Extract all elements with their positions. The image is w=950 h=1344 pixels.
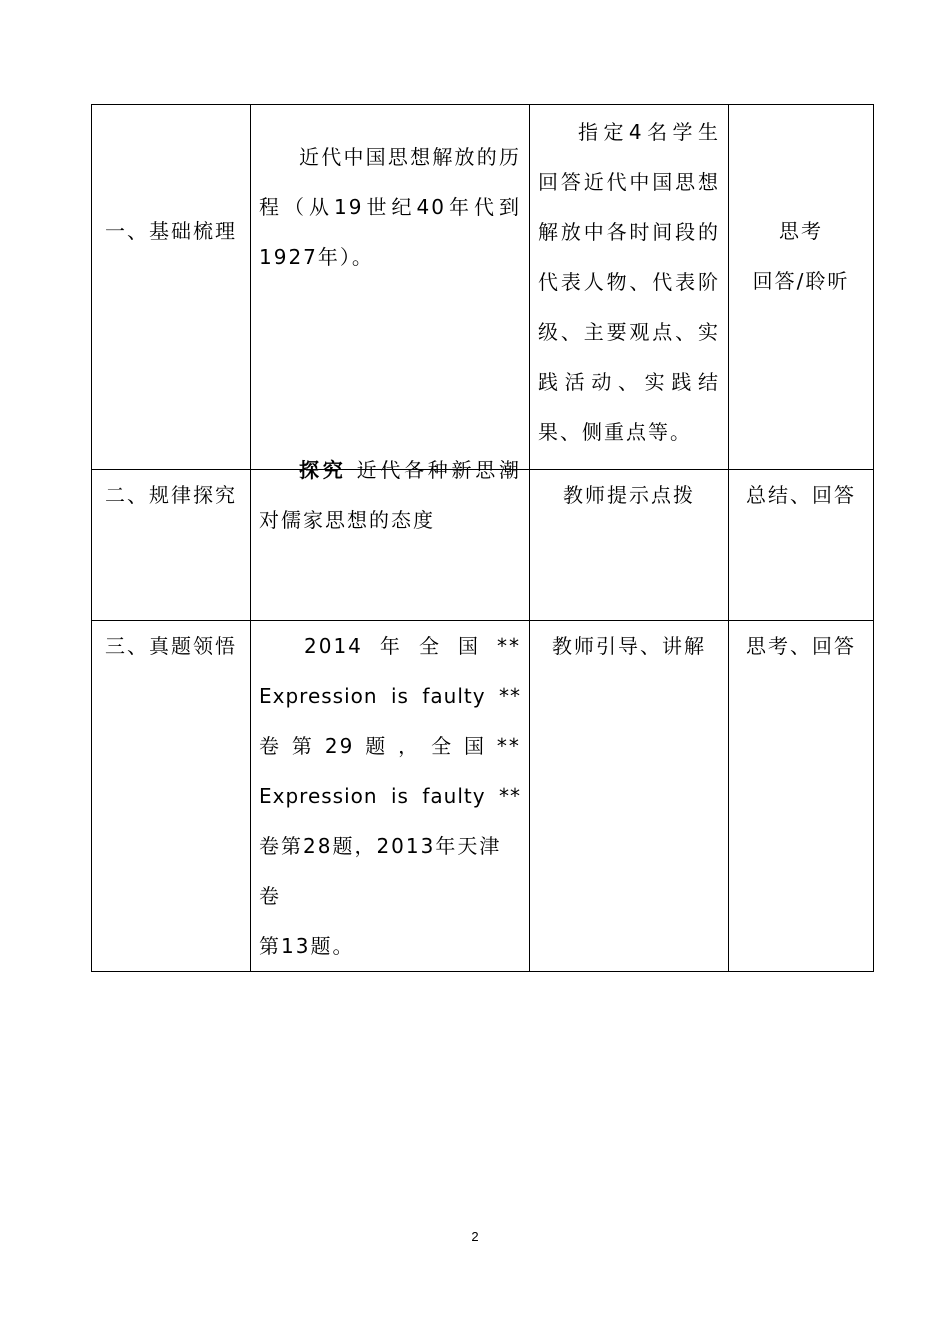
content-text: 近代中国思想解放的历程（从19世纪40年代到1927年）。 (259, 145, 521, 269)
teacher-activity-text: 教师提示点拨 (563, 483, 695, 507)
content-token: 卷 (259, 734, 281, 758)
section-cell (92, 105, 251, 470)
content-text (251, 445, 529, 545)
content-token: ** (496, 734, 521, 758)
content-bold-label: 探究 (299, 458, 347, 482)
content-token: 第 (291, 734, 314, 758)
content-token: 国 (463, 734, 486, 758)
lesson-plan-table (91, 104, 874, 972)
table-row (92, 105, 874, 470)
content-line (259, 821, 521, 921)
content-line (259, 671, 521, 721)
content-line (259, 921, 521, 971)
content-line (259, 771, 521, 821)
content-token: faulty (422, 784, 486, 808)
table-row (92, 621, 874, 972)
student-activity-text: 总结、回答 (746, 483, 856, 507)
section-cell (92, 621, 251, 972)
teacher-activity-cell (530, 621, 729, 972)
section-cell (92, 470, 251, 621)
student-activity-cell (729, 105, 874, 470)
content-cell (251, 621, 530, 972)
content-token: 29 (324, 734, 355, 758)
content-token: ** (496, 634, 521, 658)
content-token: Expression (259, 684, 378, 708)
content-token: 国 (457, 634, 480, 658)
content-line (259, 621, 521, 671)
content-token: is (390, 684, 409, 708)
content-text (251, 621, 529, 971)
content-token: 题 (365, 734, 388, 758)
student-activity-line1: 思考 (779, 219, 823, 243)
table-row (92, 470, 874, 621)
content-body: 近代各种新思潮对儒家思想的态度 (259, 458, 522, 532)
section-label: 三、真题领悟 (105, 634, 237, 658)
content-token: 全 (418, 634, 441, 658)
teacher-activity-cell (530, 105, 729, 470)
page-number: 2 (471, 1229, 479, 1244)
content-token: ** (499, 684, 521, 708)
content-token: 全 (431, 734, 454, 758)
teacher-activity-text: 教师引导、讲解 (552, 634, 706, 658)
content-token: 卷第28题，2013年天津卷 (259, 834, 502, 908)
content-token: 2014 (304, 634, 363, 658)
content-token: 第13题。 (259, 934, 355, 958)
content-token: ， (398, 734, 421, 758)
content-cell (251, 458, 530, 621)
content-token: faulty (422, 684, 486, 708)
section-label: 一、基础梳理 (105, 219, 237, 243)
student-activity-cell (729, 470, 874, 621)
student-activity-line2: 回答/聆听 (752, 269, 850, 293)
content-line (259, 721, 521, 771)
student-activity-cell (729, 621, 874, 972)
content-token: 年 (379, 634, 402, 658)
content-token: Expression (259, 784, 378, 808)
student-activity-text: 思考、回答 (746, 634, 856, 658)
content-token: ** (499, 784, 521, 808)
content-token: is (390, 784, 409, 808)
teacher-activity-cell (530, 470, 729, 621)
content-cell (251, 105, 530, 470)
section-label: 二、规律探究 (105, 483, 237, 507)
teacher-activity-text: 指定4名学生回答近代中国思想解放中各时间段的代表人物、代表阶级、主要观点、实践活动、实践结果、侧重点等。 (538, 120, 720, 444)
